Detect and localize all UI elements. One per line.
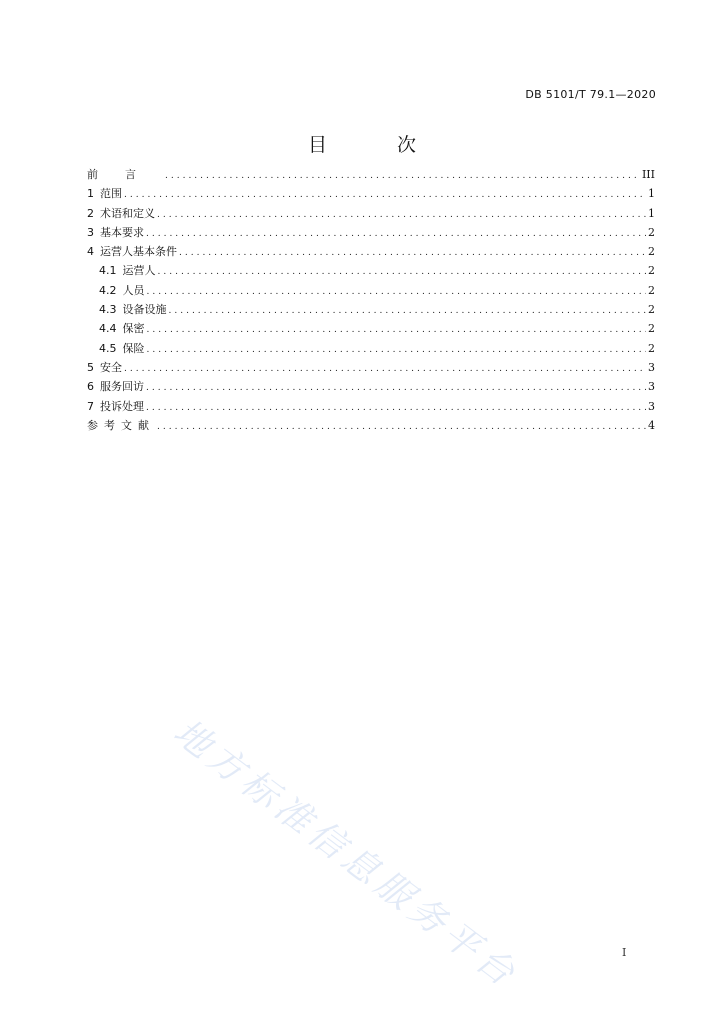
toc-dot-leader xyxy=(179,244,646,263)
toc-entry[interactable] xyxy=(87,300,655,319)
toc-entry[interactable] xyxy=(87,223,655,242)
toc-entry[interactable] xyxy=(87,339,655,358)
toc-entry[interactable] xyxy=(87,397,655,416)
toc-entry-number: 4.4 xyxy=(99,322,117,336)
toc-entry[interactable] xyxy=(87,319,655,338)
page-title: 目 次 xyxy=(307,134,449,156)
toc-entry-number: 4.1 xyxy=(99,264,117,278)
toc-entry[interactable] xyxy=(87,261,655,280)
table-of-contents xyxy=(87,165,655,435)
toc-dot-leader xyxy=(157,418,646,437)
toc-entry-label: 运营人基本条件 xyxy=(100,245,177,259)
toc-entry-number: 2 xyxy=(87,206,94,220)
toc-entry-number: 4.5 xyxy=(99,341,117,355)
toc-entry-label: 设备设施 xyxy=(122,303,167,317)
toc-entry-page: 2 xyxy=(648,225,655,239)
page-number: I xyxy=(622,946,627,959)
toc-entry-label: 服务回访 xyxy=(100,380,144,394)
toc-entry-page: 2 xyxy=(648,283,655,297)
toc-dot-leader xyxy=(165,167,640,186)
toc-entry-number: 3 xyxy=(87,225,94,239)
toc-entry-number: 4.2 xyxy=(99,283,117,297)
toc-entry-label: 保密 xyxy=(122,322,145,336)
toc-entry-label: 安全 xyxy=(100,360,122,374)
toc-dot-leader xyxy=(147,341,647,360)
toc-dot-leader xyxy=(169,302,647,321)
toc-dot-leader xyxy=(146,225,646,244)
toc-entry-page: 3 xyxy=(648,360,655,374)
toc-entry-page: 1 xyxy=(648,206,655,220)
document-code: DB 5101/T 79.1—2020 xyxy=(525,88,656,101)
toc-entry-number: 6 xyxy=(87,380,94,394)
toc-entry-page: III xyxy=(641,168,655,181)
toc-dot-leader xyxy=(157,206,646,225)
toc-entry-page: 1 xyxy=(648,187,655,201)
toc-entry-number: 5 xyxy=(87,360,94,374)
toc-entry-number: 4.3 xyxy=(99,303,117,317)
toc-entry[interactable] xyxy=(87,377,655,396)
toc-dot-leader xyxy=(147,321,647,340)
toc-entry-page: 3 xyxy=(648,380,655,394)
toc-entry[interactable] xyxy=(87,204,655,223)
toc-entry-page: 4 xyxy=(648,418,655,432)
toc-entry[interactable] xyxy=(87,358,655,377)
toc-entry[interactable] xyxy=(87,184,655,203)
toc-entry-label: 人员 xyxy=(122,283,145,297)
toc-entry[interactable] xyxy=(87,416,655,435)
toc-entry-number: 1 xyxy=(87,187,94,201)
toc-entry-page: 3 xyxy=(648,399,655,413)
toc-entry-label: 前言 xyxy=(87,168,163,181)
toc-entry-label: 术语和定义 xyxy=(100,206,155,220)
toc-dot-leader xyxy=(158,263,647,282)
toc-entry-label: 投诉处理 xyxy=(100,399,144,413)
toc-entry-page: 2 xyxy=(648,322,655,336)
toc-entry-label: 参考文献 xyxy=(87,418,155,432)
toc-dot-leader xyxy=(124,360,646,379)
toc-entry[interactable] xyxy=(87,242,655,261)
toc-entry-number: 7 xyxy=(87,399,94,413)
toc-entry-page: 2 xyxy=(648,341,655,355)
toc-entry-page: 2 xyxy=(648,245,655,259)
toc-entry[interactable] xyxy=(87,281,655,300)
toc-entry-label: 基本要求 xyxy=(100,225,144,239)
toc-dot-leader xyxy=(146,399,646,418)
toc-entry-number: 4 xyxy=(87,245,94,259)
toc-entry[interactable] xyxy=(87,165,655,184)
watermark: 地方标准信息服务平台 xyxy=(165,711,526,998)
toc-entry-label: 运营人 xyxy=(122,264,156,278)
toc-entry-page: 2 xyxy=(648,264,655,278)
toc-entry-label: 保险 xyxy=(122,341,145,355)
toc-dot-leader xyxy=(124,186,646,205)
toc-entry-page: 2 xyxy=(648,303,655,317)
toc-dot-leader xyxy=(147,283,647,302)
toc-dot-leader xyxy=(146,379,646,398)
toc-entry-label: 范围 xyxy=(100,187,122,201)
